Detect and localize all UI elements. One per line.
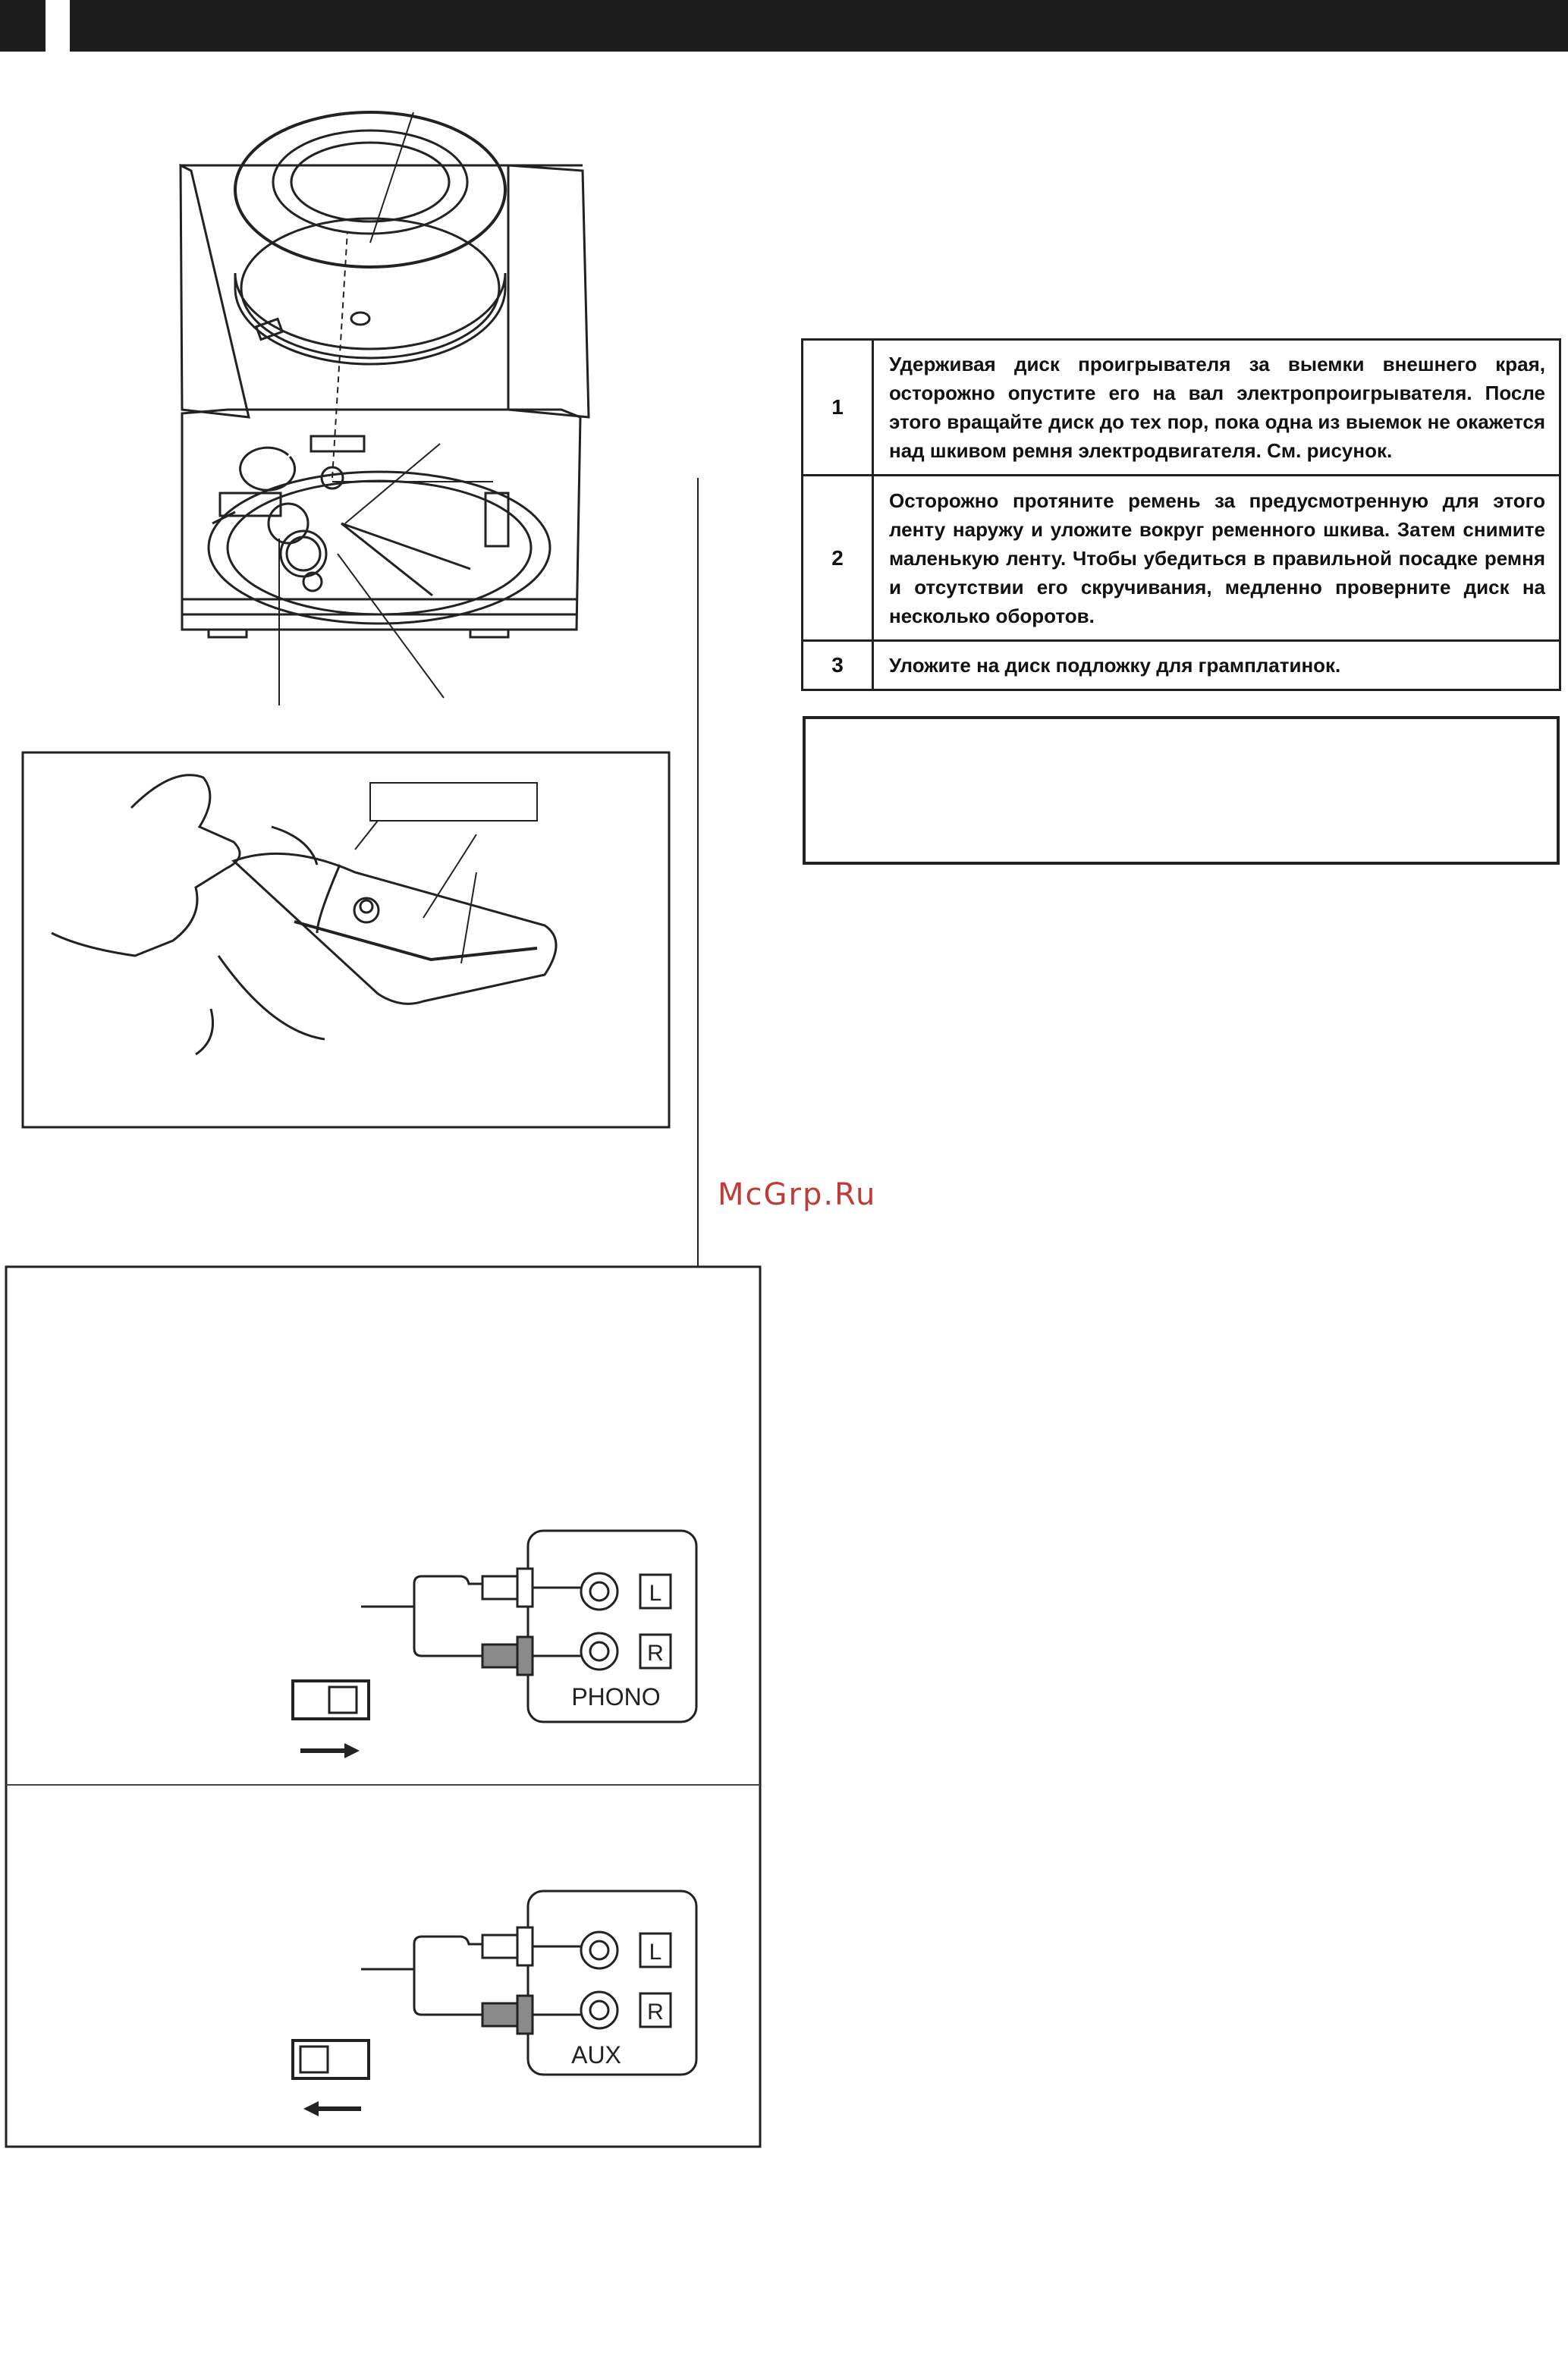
watermark: McGrp.Ru [718,1177,877,1212]
step-number: 3 [803,641,873,690]
phono-panel [528,1531,696,1722]
step-number: 1 [803,340,873,476]
belt-detail-illustration [21,751,672,1130]
aux-right-label: R [647,2000,664,2025]
connection-diagram [5,1265,763,2153]
header-bar-marker [0,0,46,52]
step-number: 2 [803,476,873,641]
step-text: Удерживая диск проигрывателя за выемки внешнего края, осторожно опустите его на вал электропроигрывателя. После этого вращайте диск до тех пор, пока одна из выемок не окажется над шкивом ремня электродвигателя. См. рисунок. [873,340,1560,476]
phono-left-label: L [649,1581,662,1606]
turntable-illustration [152,99,607,705]
phono-panel-label: PHONO [571,1683,661,1711]
aux-panel-label: AUX [571,2041,621,2069]
steps-table [801,338,1561,691]
note-box [803,716,1560,865]
aux-panel [528,1891,696,2075]
header-bar [70,0,1568,52]
table-row [803,476,1560,641]
step-text: Осторожно протяните ремень за предусмотренную для этого ленту наружу и уложите вокруг ременного шкива. Затем снимите маленькую ленту. Чтобы убедиться в правильной посадке ремня и отсутствии его скручивания, медленно проверните диск на несколько оборотов. [873,476,1560,641]
step-text: Уложите на диск подложку для грамплатинок. [873,641,1560,690]
connector-line [694,478,702,1267]
aux-left-label: L [649,1940,662,1965]
table-row [803,641,1560,690]
table-row [803,340,1560,476]
phono-right-label: R [647,1641,664,1666]
